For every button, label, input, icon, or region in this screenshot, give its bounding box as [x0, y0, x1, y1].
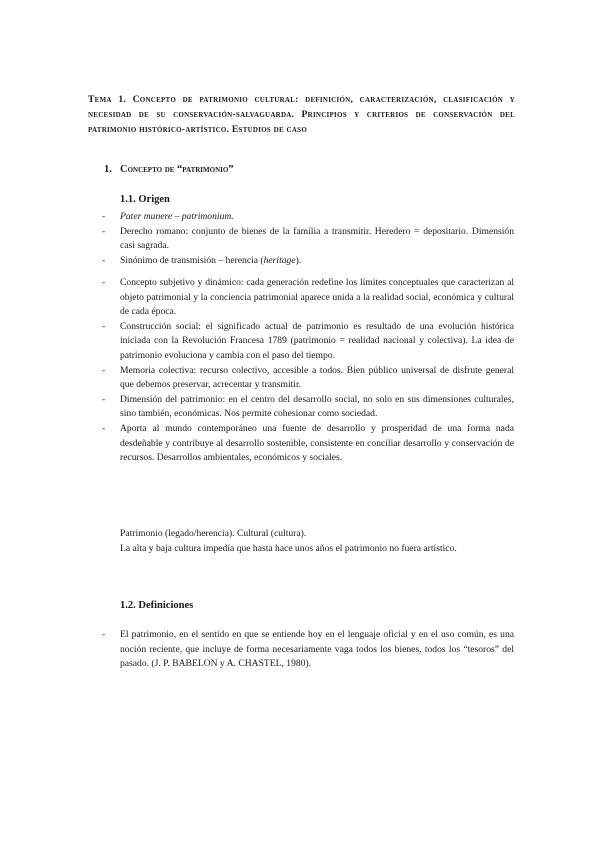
list-item-text: Sinónimo de transmisión – herencia (heritage).	[120, 254, 302, 266]
list-item-text: El patrimonio, en el sentido en que se entiende hoy en el lenguaje oficial y en el uso común, es una noción reciente, que incluye de forma necesariamente vaga todos los bienes, todos los “tesoros” del pasado. (J. P. BABELON y A. CHASTEL, 1980).	[120, 629, 514, 670]
list-item-text: Dimensión del patrimonio: en el centro del desarrollo social, no solo en sus dimensiones culturales, sino también, económicas. Nos permite cohesionar como sociedad.	[120, 393, 514, 420]
list-item-text: Aporta al mundo contemporáneo una fuente de desarrollo y prosperidad de una forma nada desdeñable y contribuye al desarrollo sostenible, consistente en conciliar desarrollo y conservación de recursos. Desarrollos ambientales, económicos y sociales.	[120, 422, 514, 464]
list-item	[102, 393, 514, 422]
list-item-text: Derecho romano: conjunto de bienes de la familia a transmitir. Heredero = depositario. Dimensión casi sagrada.	[120, 225, 514, 252]
list-item-text: Pater munere – patrimonium.	[120, 211, 234, 222]
list-item-text: Memoria colectiva: recurso colectivo, accesible a todos. Bien público universal de disfrute general que debemos preservar, acrecentar y transmitir.	[120, 364, 514, 391]
dash-bullet: -	[102, 393, 106, 405]
paragraph-cultura: La alta y baja cultura impedía que hasta hace unos años el patrimonio no fuera artístico.	[120, 543, 457, 554]
subsection-heading-definiciones: 1.2. Definiciones	[120, 600, 194, 611]
list-item	[102, 422, 514, 466]
list-item	[102, 254, 514, 269]
dash-bullet: -	[102, 422, 106, 434]
dash-bullet: -	[102, 225, 106, 237]
origen-list-a	[102, 210, 514, 268]
list-item	[102, 320, 514, 364]
definiciones-list	[102, 628, 514, 672]
origen-list-b	[102, 276, 514, 466]
dash-bullet: -	[102, 211, 106, 222]
dash-bullet: -	[102, 629, 106, 640]
list-item-text: Concepto subjetivo y dinámico: cada generación redefine los límites conceptuales que caracterizan al objeto patrimonial y la conciencia patrimonial aparece unida a la realidad social, económica y cultural de cada época.	[120, 277, 514, 318]
list-item	[102, 364, 514, 393]
italic-term: heritage	[263, 254, 296, 266]
section-heading-text: Concepto de “patrimonio”	[120, 164, 234, 175]
paragraph-patrimonio: Patrimonio (legado/herencia). Cultural (cultura).	[120, 528, 307, 539]
document-title: Tema 1. Concepto de patrimonio cultural: definición, caracterización, clasificación y necesidad de su conservación-salvaguarda. Principios y criterios de conservación del patrimonio histórico-artístico. Estudios de caso	[88, 94, 515, 135]
dash-bullet: -	[102, 364, 106, 376]
list-item	[102, 210, 514, 225]
section-number: 1.	[104, 164, 112, 175]
list-item	[102, 225, 514, 254]
dash-bullet: -	[102, 320, 106, 332]
list-item-text: Construcción social: el significado actual de patrimonio es resultado de una evolución histórica iniciada con la Revolución Francesa 1789 (patrimonio = realidad nacional y colectiva). La idea de patrimonio evoluciona y cambia con el paso del tiempo.	[120, 320, 514, 361]
dash-bullet: -	[102, 254, 106, 266]
subsection-heading-origen: 1.1. Origen	[120, 194, 170, 205]
list-item	[102, 276, 514, 320]
dash-bullet: -	[102, 277, 106, 288]
section-heading-1	[104, 164, 234, 175]
list-item	[102, 628, 514, 672]
